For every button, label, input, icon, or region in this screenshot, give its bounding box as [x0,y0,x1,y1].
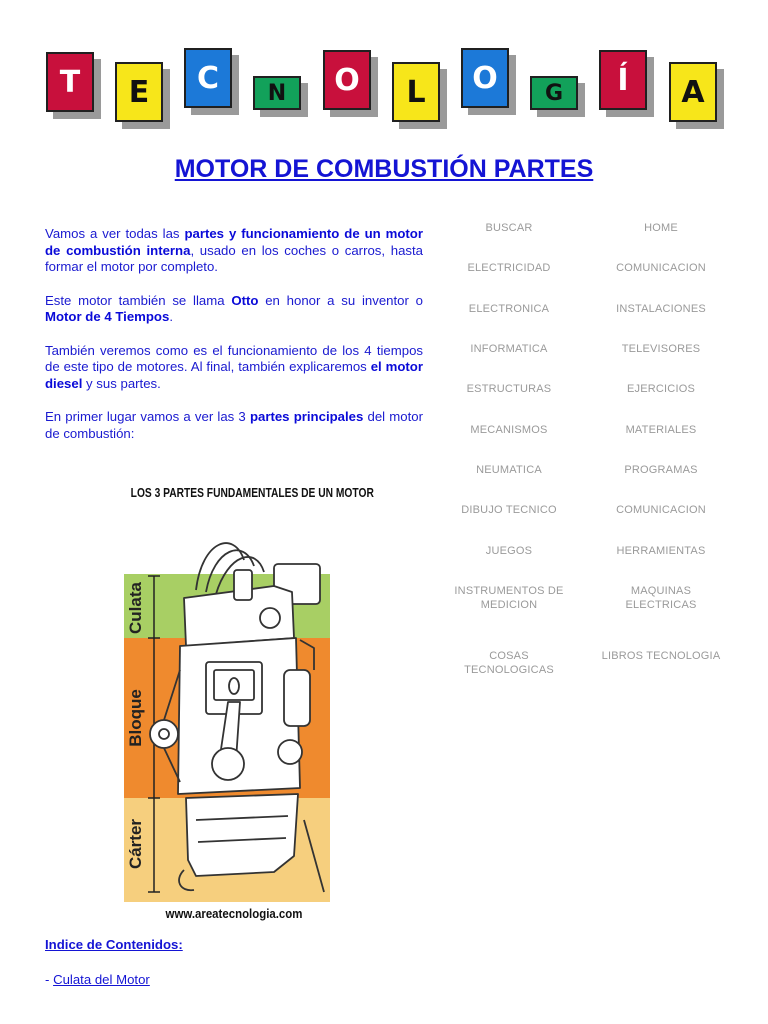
logo-tile-7: O [461,48,509,108]
page-title: MOTOR DE COMBUSTIÓN PARTES [174,155,594,183]
four-strokes-paragraph [45,343,423,393]
article-body [45,226,423,459]
index-link-culata[interactable]: Culata del Motor [53,972,150,987]
nav-link-libros-tecnologia[interactable]: LIBROS TECNOLOGIA [601,650,721,662]
logo-tile-9: Í [599,50,647,110]
nav-link-neumatica[interactable]: NEUMATICA [476,464,542,476]
logo-tile-3: C [184,48,232,108]
nav-link-herramientas[interactable]: HERRAMIENTAS [616,545,706,557]
nav-link-mecanismos[interactable]: MECANISMOS [470,424,548,436]
culata-label: Culata [126,582,145,634]
bold-phrase: el motor diesel [45,359,423,391]
text-run: y sus partes. [82,375,161,391]
nav-link-comunicacion[interactable]: COMUNICACION [616,262,706,274]
index-item [45,972,150,987]
index-heading-link[interactable]: Indice de Contenidos: [45,937,183,952]
nav-link-electricidad[interactable]: ELECTRICIDAD [467,262,551,274]
nav-link-juegos[interactable]: JUEGOS [485,545,533,557]
nav-link-maquinas-electricas[interactable]: MAQUINAS ELECTRICAS [625,585,697,611]
figure-credit: www.areatecnologia.com [165,906,303,921]
nav-link-materiales[interactable]: MATERIALES [625,424,697,436]
figure-caption: LOS 3 PARTES FUNDAMENTALES DE UN MOTOR [130,486,374,500]
text-run: . [169,309,173,324]
logo-tile-4: N [253,76,301,110]
logo-tile-2: E [115,62,163,122]
text-run: En primer lugar vamos a ver las 3 [45,409,250,424]
otto-paragraph [45,293,423,326]
nav-link-cosas-tecnologicas[interactable]: COSAS TECNOLOGICAS [464,650,554,676]
text-run: del motor de combustión: [45,409,423,441]
bold-phrase: partes principales [249,409,364,424]
nav-link-comunicacion[interactable]: COMUNICACION [616,504,706,516]
engine-figure [108,482,374,928]
bold-phrase: Otto [231,292,259,308]
logo-tile-8: G [530,76,578,110]
logo-tile-1: T [46,52,94,112]
nav-link-televisores[interactable]: TELEVISORES [621,343,701,355]
nav-link-buscar[interactable]: BUSCAR [485,222,533,234]
text-run: Vamos a ver todas las [45,226,185,241]
index-item-prefix: - [45,972,54,987]
bloque-label: Bloque [126,689,145,747]
logo-tile-5: O [323,50,371,110]
site-logo[interactable] [36,38,732,134]
nav-link-informatica[interactable]: INFORMATICA [470,343,548,355]
nav-link-instalaciones[interactable]: INSTALACIONES [616,303,706,315]
nav-link-estructuras[interactable]: ESTRUCTURAS [466,383,552,395]
text-run: , usado en los coches o carros, hasta formar el motor por completo. [45,242,424,274]
bold-phrase: Motor de 4 Tiempos [45,309,170,324]
nav-link-electronica[interactable]: ELECTRONICA [468,303,550,315]
logo-tile-10: A [669,62,717,122]
bold-phrase: partes y funcionamiento de un motor de combustión interna [45,226,423,258]
text-run: Este motor también se llama [45,292,232,308]
text-run: en honor a su inventor o [258,292,423,308]
nav-link-instrumentos-de-medicion[interactable]: INSTRUMENTOS DE MEDICION [454,585,564,611]
engine-illustration [124,520,330,902]
intro-paragraph [45,226,423,276]
carter-label: Cárter [126,818,145,870]
nav-link-home[interactable]: HOME [644,222,678,234]
nav-link-dibujo-tecnico[interactable]: DIBUJO TECNICO [461,504,557,516]
text-run: También veremos como es el funcionamiento de los 4 tiempos de este tipo de motores. Al final, también explicaremos [45,342,423,374]
nav-link-ejercicios[interactable]: EJERCICIOS [626,383,695,395]
logo-tile-6: L [392,62,440,122]
nav-link-programas[interactable]: PROGRAMAS [624,464,698,476]
main-parts-paragraph [45,409,423,442]
